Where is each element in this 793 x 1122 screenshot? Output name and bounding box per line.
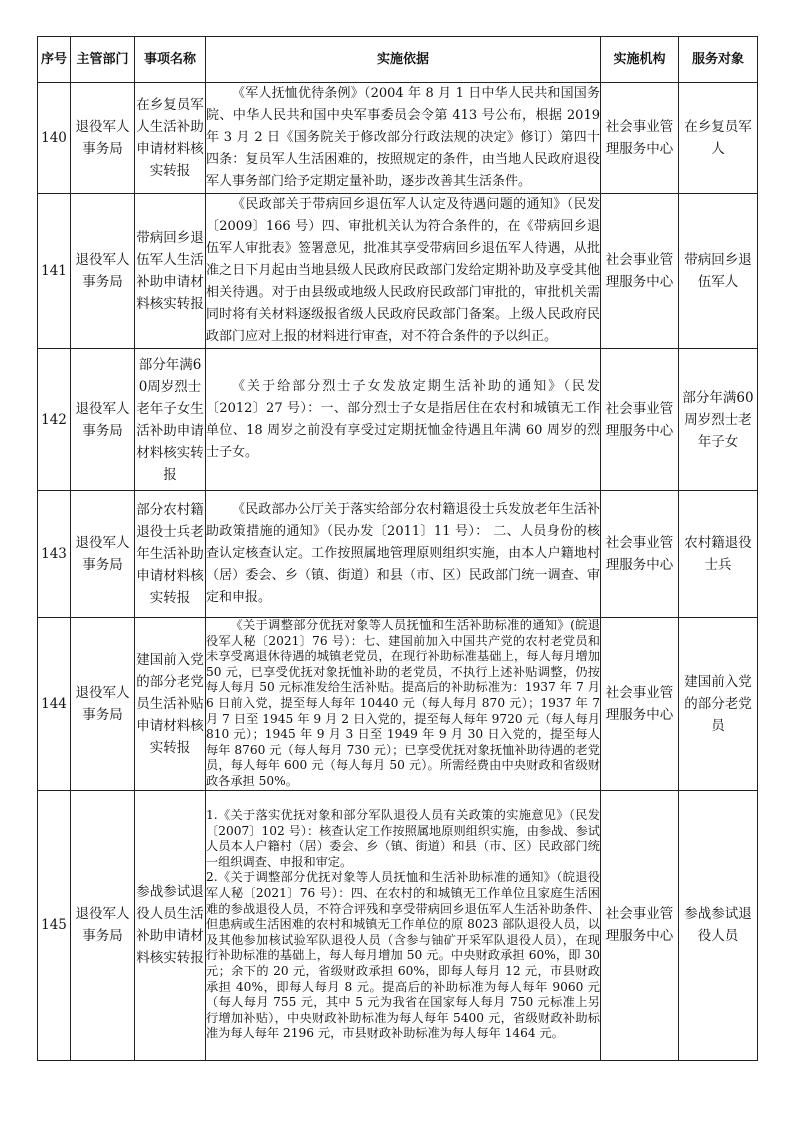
basis-paragraph: 《民政部关于带病回乡退伍军人认定及待遇问题的通知》（民发〔2009〕166 号）四、审批机关认为符合条件的，在《带病回乡退伍军人审批表》签署意见，批准其享受带病回乡退伍军人待遇，从批准之日下月起由当地县级人民政府民政部门发给定期补助及享受其他相关待遇。对于由县级或地级人民政府民政部门审批的，审批机关需同时将有关材料逐级报省级人民政府民政部门备案。上级人民政府民政部门应对上报的材料进行审查，对不符合条件的予以纠正。: [206, 197, 600, 344]
row-target: 参战参试退役人员: [679, 790, 758, 1060]
basis-paragraph: 2.《关于调整部分优抚对象等人员抚恤和生活补助标准的通知》（皖退役军人秘〔2021〕76 号）：四、在农村的和城镇无工作单位且家庭生活困难的参战退役人员，不符合评残和享受带病回乡退伍军人生活补助条件、但患病或生活困难的农村和城镇无工作单位的原 8023 部队退役人员，以及其他参加核试验军队退役人员（含参与铀矿开采军队退役人员），在现行补助标准的基础上，每人每月增加 50 元。中央财政承担 60%，即 30 元；余下的 20 元，省级财政承担 60%，即每人每月 12 元，市县财政承担 40%，即每人每月 8 元。提高后的补助标准为每人每年 9060 元（每人每月 755 元，其中 5 元为我省在国家每人每月 750 元标准上另行增加补贴），中央财政补助标准为每人每年 5400 元，省级财政补助标准为每人每年 2196 元，市县财政补助标准为每人每年 1464 元。: [206, 870, 600, 1041]
table-row: [38, 491, 758, 618]
table-row: [38, 790, 758, 1060]
row-target: 在乡复员军人: [679, 83, 758, 194]
table-row: [38, 618, 758, 791]
row-org: 社会事业管理服务中心: [601, 491, 679, 618]
row-item: 部分农村籍退役士兵老年生活补助申请材料核实转报: [135, 491, 206, 618]
row-seq: 142: [38, 349, 71, 491]
row-org: 社会事业管理服务中心: [601, 83, 679, 194]
row-org: 社会事业管理服务中心: [601, 790, 679, 1060]
row-seq: 141: [38, 194, 71, 349]
row-org: 社会事业管理服务中心: [601, 349, 679, 491]
header-item: 事项名称: [135, 37, 206, 83]
row-item: 带病回乡退伍军人生活补助申请材料核实转报: [135, 194, 206, 349]
row-target: 部分年满60周岁烈士老年子女: [679, 349, 758, 491]
row-item: 在乡复员军人生活补助申请材料核实转报: [135, 83, 206, 194]
row-item: 部分年满60周岁烈士老年子女生活补助申请材料核实转报: [135, 349, 206, 491]
header-target: 服务对象: [679, 37, 758, 83]
row-seq: 140: [38, 83, 71, 194]
table-row: [38, 349, 758, 491]
row-dept: 退役军人事务局: [71, 618, 135, 791]
row-basis: [206, 618, 601, 791]
row-basis: [206, 491, 601, 618]
header-org: 实施机构: [601, 37, 679, 83]
service-items-table: [37, 36, 758, 1061]
row-dept: 退役军人事务局: [71, 349, 135, 491]
basis-paragraph: 《关于调整部分优抚对象等人员抚恤和生活补助标准的通知》(皖退役军人秘〔2021〕76 号）：七、建国前加入中国共产党的农村老党员和未享受离退休待遇的城镇老党员，在现行补助标准基础上，每人每月增加 50 元，已享受优抚对象抚恤补助的老党员，不执行上述补贴调整，仍按每人每月 50 元标准发给生活补贴。提高后的补助标准为：1937 年 7 月 6 日前入党，提至每人每年 10440 元（每人每月 870 元）；1937 年 7 月 7 日至 1945 年 9 月 2 日入党的，提至每人每年 9720 元（每人每月 810 元）；1945 年 9 月 3 日至 1949 年 9 月 30 日入党的，提至每人每年 8760 元（每人每月 730 元）；已享受优抚对象抚恤补助待遇的老党员，每人每年 600 元（每人每月 50 元）。所需经费由中央财政和省级财政各承担 50%。: [206, 618, 600, 788]
row-dept: 退役军人事务局: [71, 491, 135, 618]
basis-paragraph: 《关于给部分烈士子女发放定期生活补助的通知》（民发〔2012〕27 号）：一、部分烈士子女是指居住在农村和城镇无工作单位、18 周岁之前没有享受过定期抚恤金待遇且年满 60 周岁的烈士子女。: [206, 378, 600, 460]
row-org: 社会事业管理服务中心: [601, 618, 679, 791]
basis-paragraph: 1.《关于落实优抚对象和部分军队退役人员有关政策的实施意见》（民发〔2007〕102 号）：核查认定工作按照属地原则组织实施，由参战、参试人员本人户籍村（居）委会、乡（镇、街道）和县（市、区）民政部门统一组织调查、申报和审定。: [206, 808, 600, 869]
row-basis: [206, 349, 601, 491]
row-dept: 退役军人事务局: [71, 790, 135, 1060]
row-item: 参战参试退役人员生活补助申请材料核实转报: [135, 790, 206, 1060]
row-seq: 143: [38, 491, 71, 618]
row-dept: 退役军人事务局: [71, 194, 135, 349]
table-row: [38, 194, 758, 349]
row-target: 农村籍退役士兵: [679, 491, 758, 618]
basis-paragraph: 《民政部办公厅关于落实给部分农村籍退役士兵发放老年生活补助政策措施的通知》（民办发〔2011〕11 号）： 二、人员身份的核查认定核查认定。工作按照属地管理原则组织实施，由本人户籍地村（居）委会、乡（镇、街道）和县（市、区）民政部门统一调查、审定和申报。: [206, 502, 600, 605]
basis-paragraph: 《军人抚恤优待条例》（2004 年 8 月 1 日中华人民共和国国务院、中华人民共和国中央军事委员会令第 413 号公布，根据 2019 年 3 月 2 日《国务院关于修改部分行政法规的决定》修订）第四十四条：复员军人生活困难的，按照规定的条件，由当地人民政府退役军人事务部门给予定期定量补助，逐步改善其生活条件。: [206, 86, 600, 189]
header-row: [38, 37, 758, 83]
header-basis: 实施依据: [206, 37, 601, 83]
row-item: 建国前入党的部分老党员生活补贴申请材料核实转报: [135, 618, 206, 791]
row-target: 建国前入党的部分老党员: [679, 618, 758, 791]
table-row: [38, 83, 758, 194]
row-target: 带病回乡退伍军人: [679, 194, 758, 349]
row-org: 社会事业管理服务中心: [601, 194, 679, 349]
row-seq: 144: [38, 618, 71, 791]
row-basis: [206, 83, 601, 194]
header-seq: 序号: [38, 37, 71, 83]
header-dept: 主管部门: [71, 37, 135, 83]
row-dept: 退役军人事务局: [71, 83, 135, 194]
row-basis: [206, 790, 601, 1060]
row-seq: 145: [38, 790, 71, 1060]
row-basis: [206, 194, 601, 349]
